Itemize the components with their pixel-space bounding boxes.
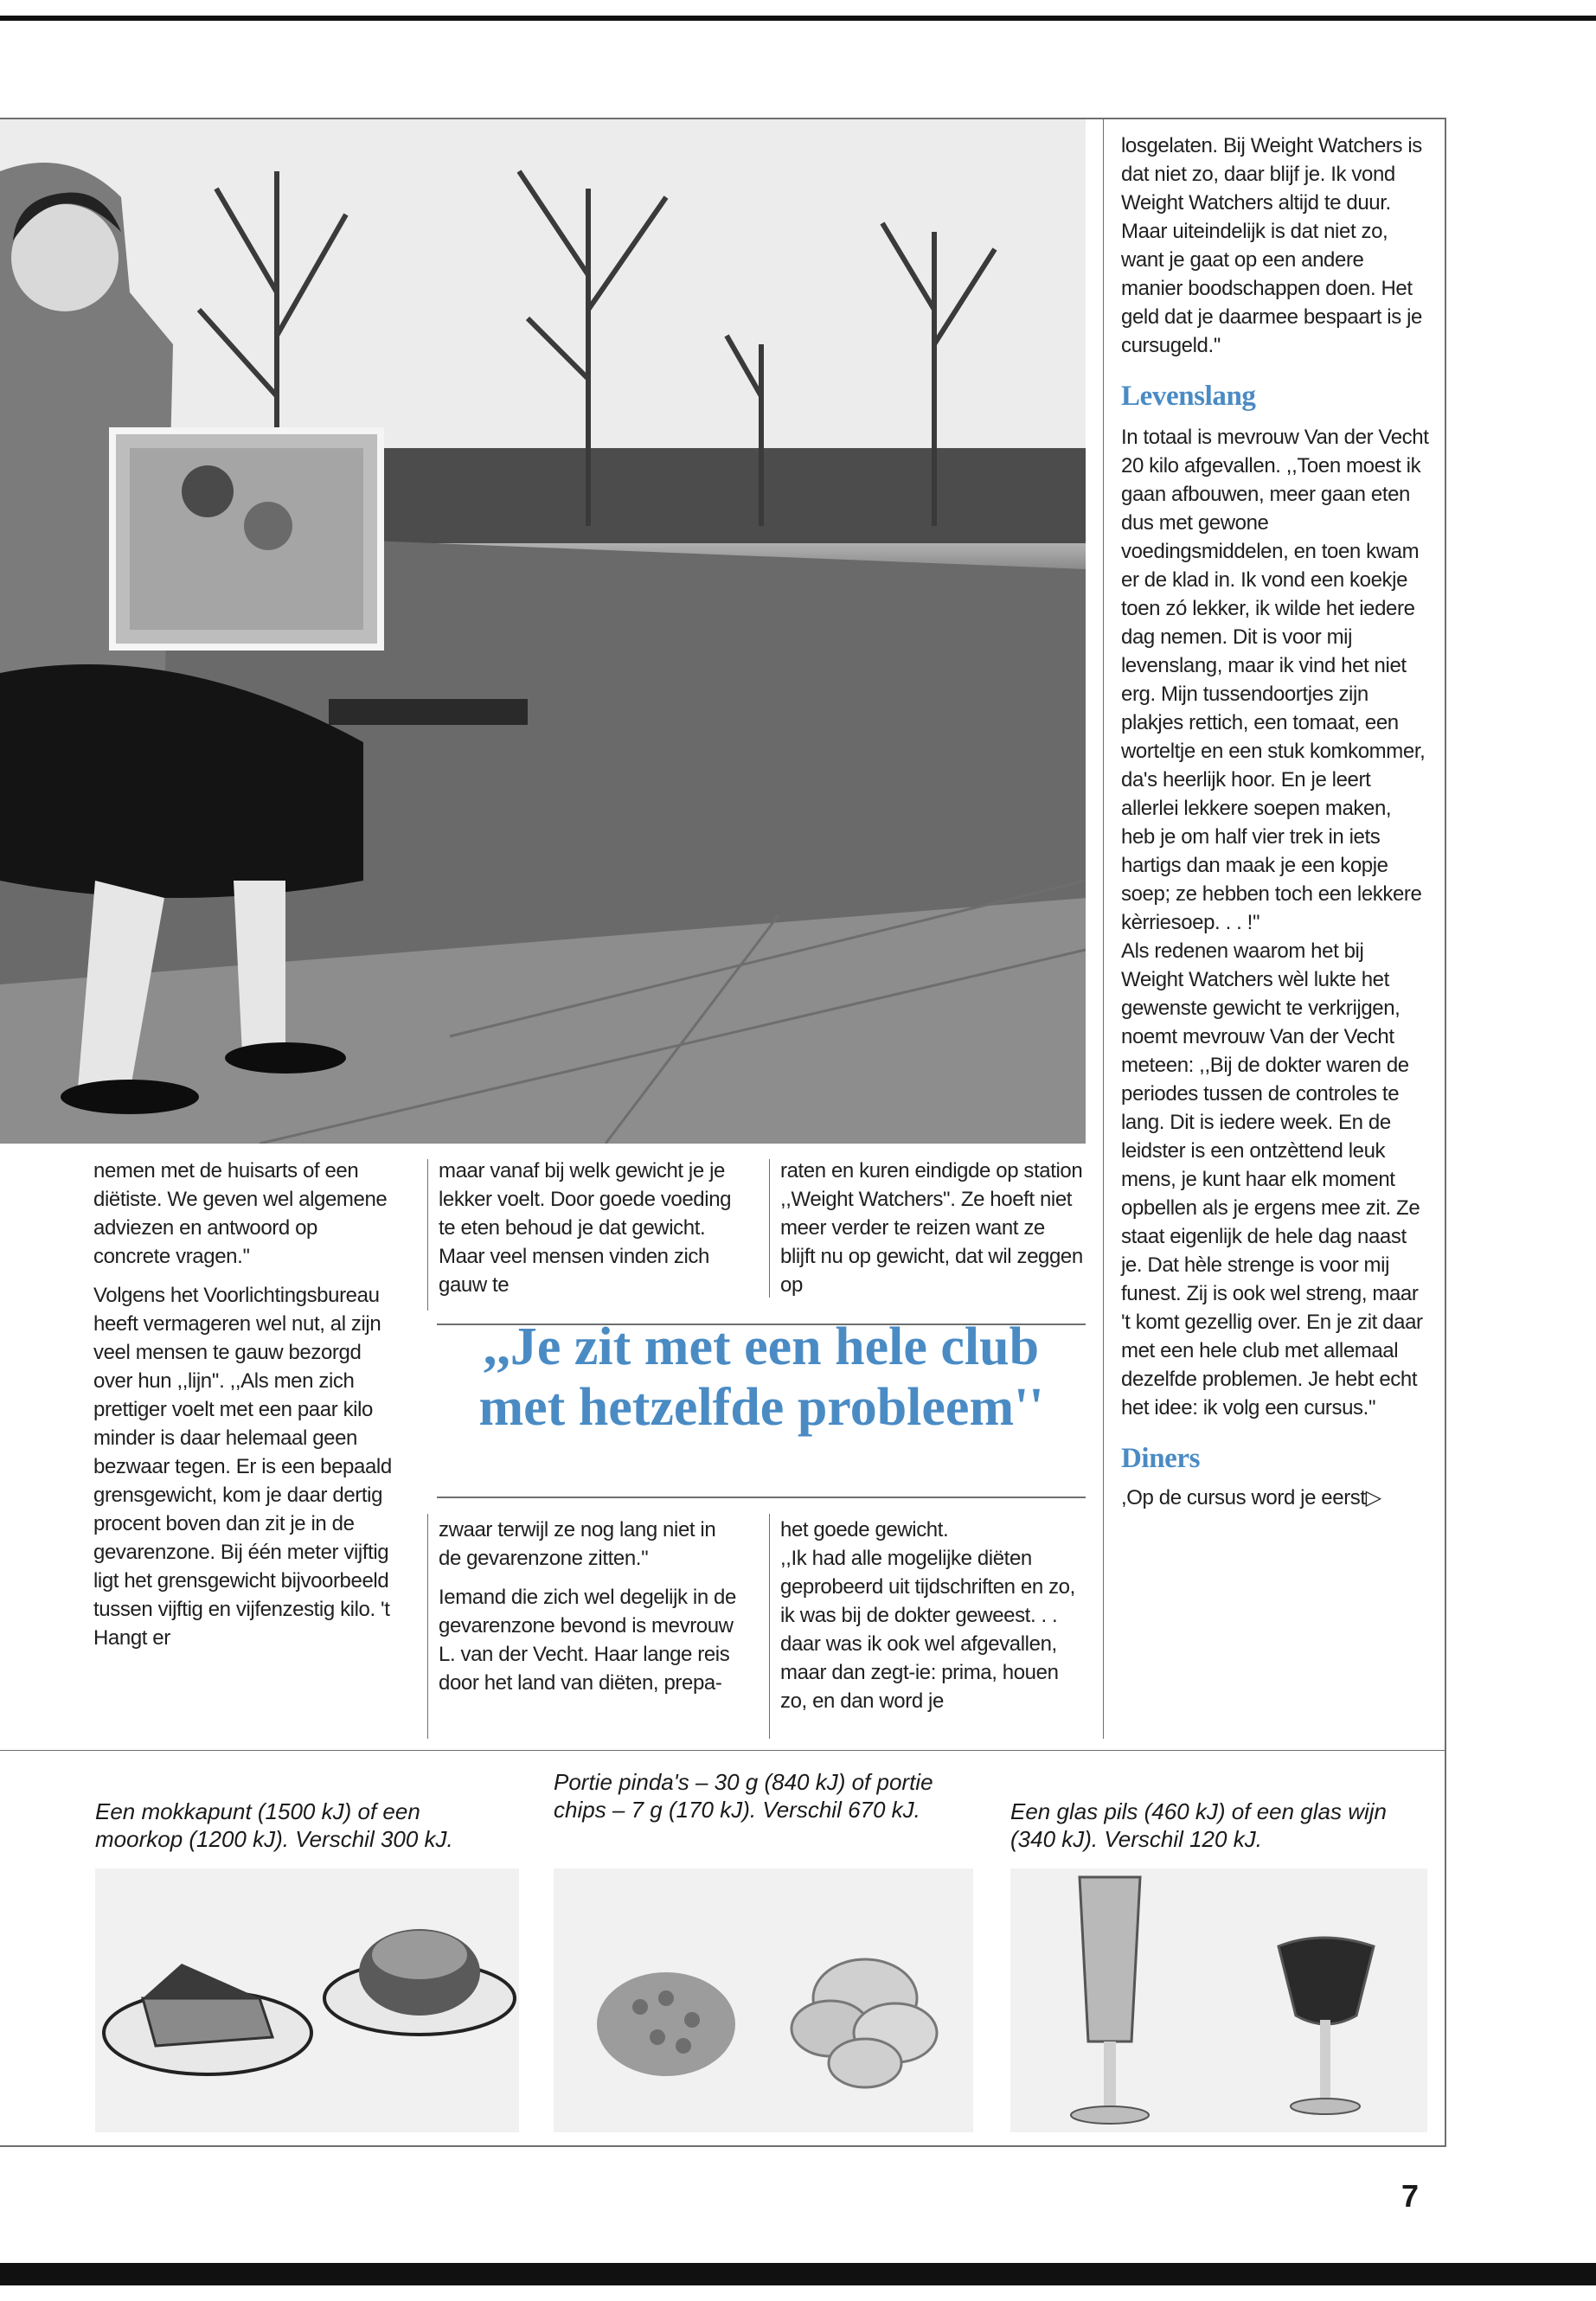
sidebar-paragraph: Als redenen waarom het bij Weight Watchers wèl lukte het gewenste gewicht te verkrijgen, noemt mevrouw Van der Vecht meteen: ,,Bij de dokter waren de periodes tussen de controles te lang. Dit is iedere week. En de leidster is een ontzèttend leuk mens, je kunt haar elk moment opbellen als je ergens mee zit. Ze staat eigenlijk de hele dag naast je. Dat hèle strenge is voor mij funest. Zij is ook wel streng, maar 't komt gezellig over. En je zit daar met een hele club met allemaal dezelfde problemen. Je hebt echt het idee: ik volg een cursus.'': [1121, 939, 1423, 1420]
subheading-diners: Diners: [1121, 1443, 1201, 1474]
food-photo-mokkapunt-moorkop: [95, 1868, 519, 2132]
caption-3: Een glas pils (460 kJ) of een glas wijn (340 kJ). Verschil 120 kJ.: [1010, 1798, 1388, 1852]
captions-top-line: [0, 1750, 1446, 1751]
sidebar-divider: [1103, 119, 1104, 1739]
column-divider-3: [427, 1514, 428, 1739]
article-column-3-top: [780, 1157, 1085, 1310]
frame-bottom-line: [0, 2145, 1446, 2147]
sidebar-column: [1121, 131, 1429, 1512]
snack-illustration: [554, 1868, 973, 2132]
caption-1: Een mokkapunt (1500 kJ) of een moorkop (1200 kJ). Verschil 300 kJ.: [95, 1798, 453, 1852]
main-photo-illustration: [0, 119, 1086, 1144]
drink-photo-beer-wine: [1010, 1868, 1427, 2132]
pull-quote: ,,Je zit met een hele club met hetzelfde probleem'': [478, 1317, 1044, 1437]
column-divider-1: [427, 1159, 428, 1311]
sidebar-diners-text: ,Op de cursus word je eerst: [1121, 1486, 1366, 1509]
column-divider-4: [769, 1514, 770, 1739]
article-column-1: [93, 1157, 398, 1663]
article-paragraph: zwaar terwijl ze nog lang niet in de gevarenzone zitten.'': [439, 1518, 716, 1570]
frame-right-line: [1445, 118, 1446, 2146]
article-paragraph: ,,Ik had alle mogelijke diëten geprobeerd uit tijdschriften en zo, ik was bij de dokter geweest. . . daar was ik ook wel afgevallen, maar dan zegt-ie: prima, houen zo, en dan word je: [780, 1547, 1075, 1713]
column-divider-2: [769, 1159, 770, 1298]
article-column-2-top: [439, 1157, 743, 1310]
main-photo: [0, 119, 1086, 1144]
article-column-2-bottom: [439, 1516, 743, 1708]
sidebar-paragraph: In totaal is mevrouw Van der Vecht 20 kilo afgevallen. ,,Toen moest ik gaan afbouwen, meer gaan eten dus met gewone voedingsmiddelen, en toen kwam er de klad in. Ik vond een koekje toen zó lekker, ik wilde het iedere dag nemen. Dit is voor mij levenslang, maar ik vind het niet erg. Mijn tussendoortjes zijn plakjes rettich, een tomaat, een worteltje en een stuk komkommer, da's heerlijk hoor. En je leert allerlei lekkere soepen maken, heb je om half vier trek in iets hartigs dan maak je een kopje soep; ze hebben toch een lekkere kèrriesoep. . . !'': [1121, 426, 1429, 934]
article-paragraph: Volgens het Voorlichtingsbureau heeft vermageren wel nut, al zijn veel mensen te gauw bezorgd over hun ,,lijn''. ,,Als men zich prettiger voelt met een paar kilo minder is daar helemaal geen bezwaar tegen. Er is een bepaald grensgewicht, kom je daar dertig procent boven dan zit je in de gevarenzone. Bij één meter vijftig ligt het grensgewicht bijvoorbeeld tussen vijftig en vijfenzestig kilo. 't Hangt er: [93, 1284, 392, 1650]
caption-2: Portie pinda's – 30 g (840 kJ) of portie chips – 7 g (170 kJ). Verschil 670 kJ.: [554, 1769, 933, 1823]
top-rule: [0, 16, 1596, 21]
article-paragraph: het goede gewicht.: [780, 1518, 949, 1541]
continue-arrow-icon: ▷: [1365, 1486, 1381, 1509]
bottom-rule: [0, 2263, 1596, 2285]
sidebar-paragraph: [1121, 1484, 1429, 1512]
article-paragraph: raten en kuren eindigde op station ,,Weight Watchers''. Ze hoeft niet meer verder te reizen want ze blijft nu op gewicht, dat wil zeggen op: [780, 1159, 1083, 1297]
article-column-3-bottom: [780, 1516, 1085, 1726]
food-photo-peanuts-chips: [554, 1868, 973, 2132]
pull-quote-rule-bottom: [437, 1497, 1086, 1498]
article-paragraph: maar vanaf bij welk gewicht je je lekker voelt. Door goede voeding te eten behoud je dat gewicht. Maar veel mensen vinden zich gauw te: [439, 1159, 732, 1297]
page-number: 7: [1401, 2178, 1420, 2214]
article-paragraph: Iemand die zich wel degelijk in de gevarenzone bevond is mevrouw L. van der Vecht. Haar lange reis door het land van diëten, prepa-: [439, 1586, 736, 1695]
subheading-levenslang: Levenslang: [1121, 381, 1256, 412]
sidebar-paragraph: losgelaten. Bij Weight Watchers is dat niet zo, daar blijf je. Ik vond Weight Watchers altijd te duur. Maar uiteindelijk is dat niet zo, want je gaat op een andere manier boodschappen doen. Het geld dat je daarmee bespaart is je cursugeld.'': [1121, 134, 1422, 357]
glasses-illustration: [1010, 1868, 1427, 2132]
cake-illustration: [95, 1868, 519, 2132]
article-paragraph: nemen met de huisarts of een diëtiste. We geven wel algemene adviezen en antwoord op concrete vragen.'': [93, 1159, 388, 1268]
